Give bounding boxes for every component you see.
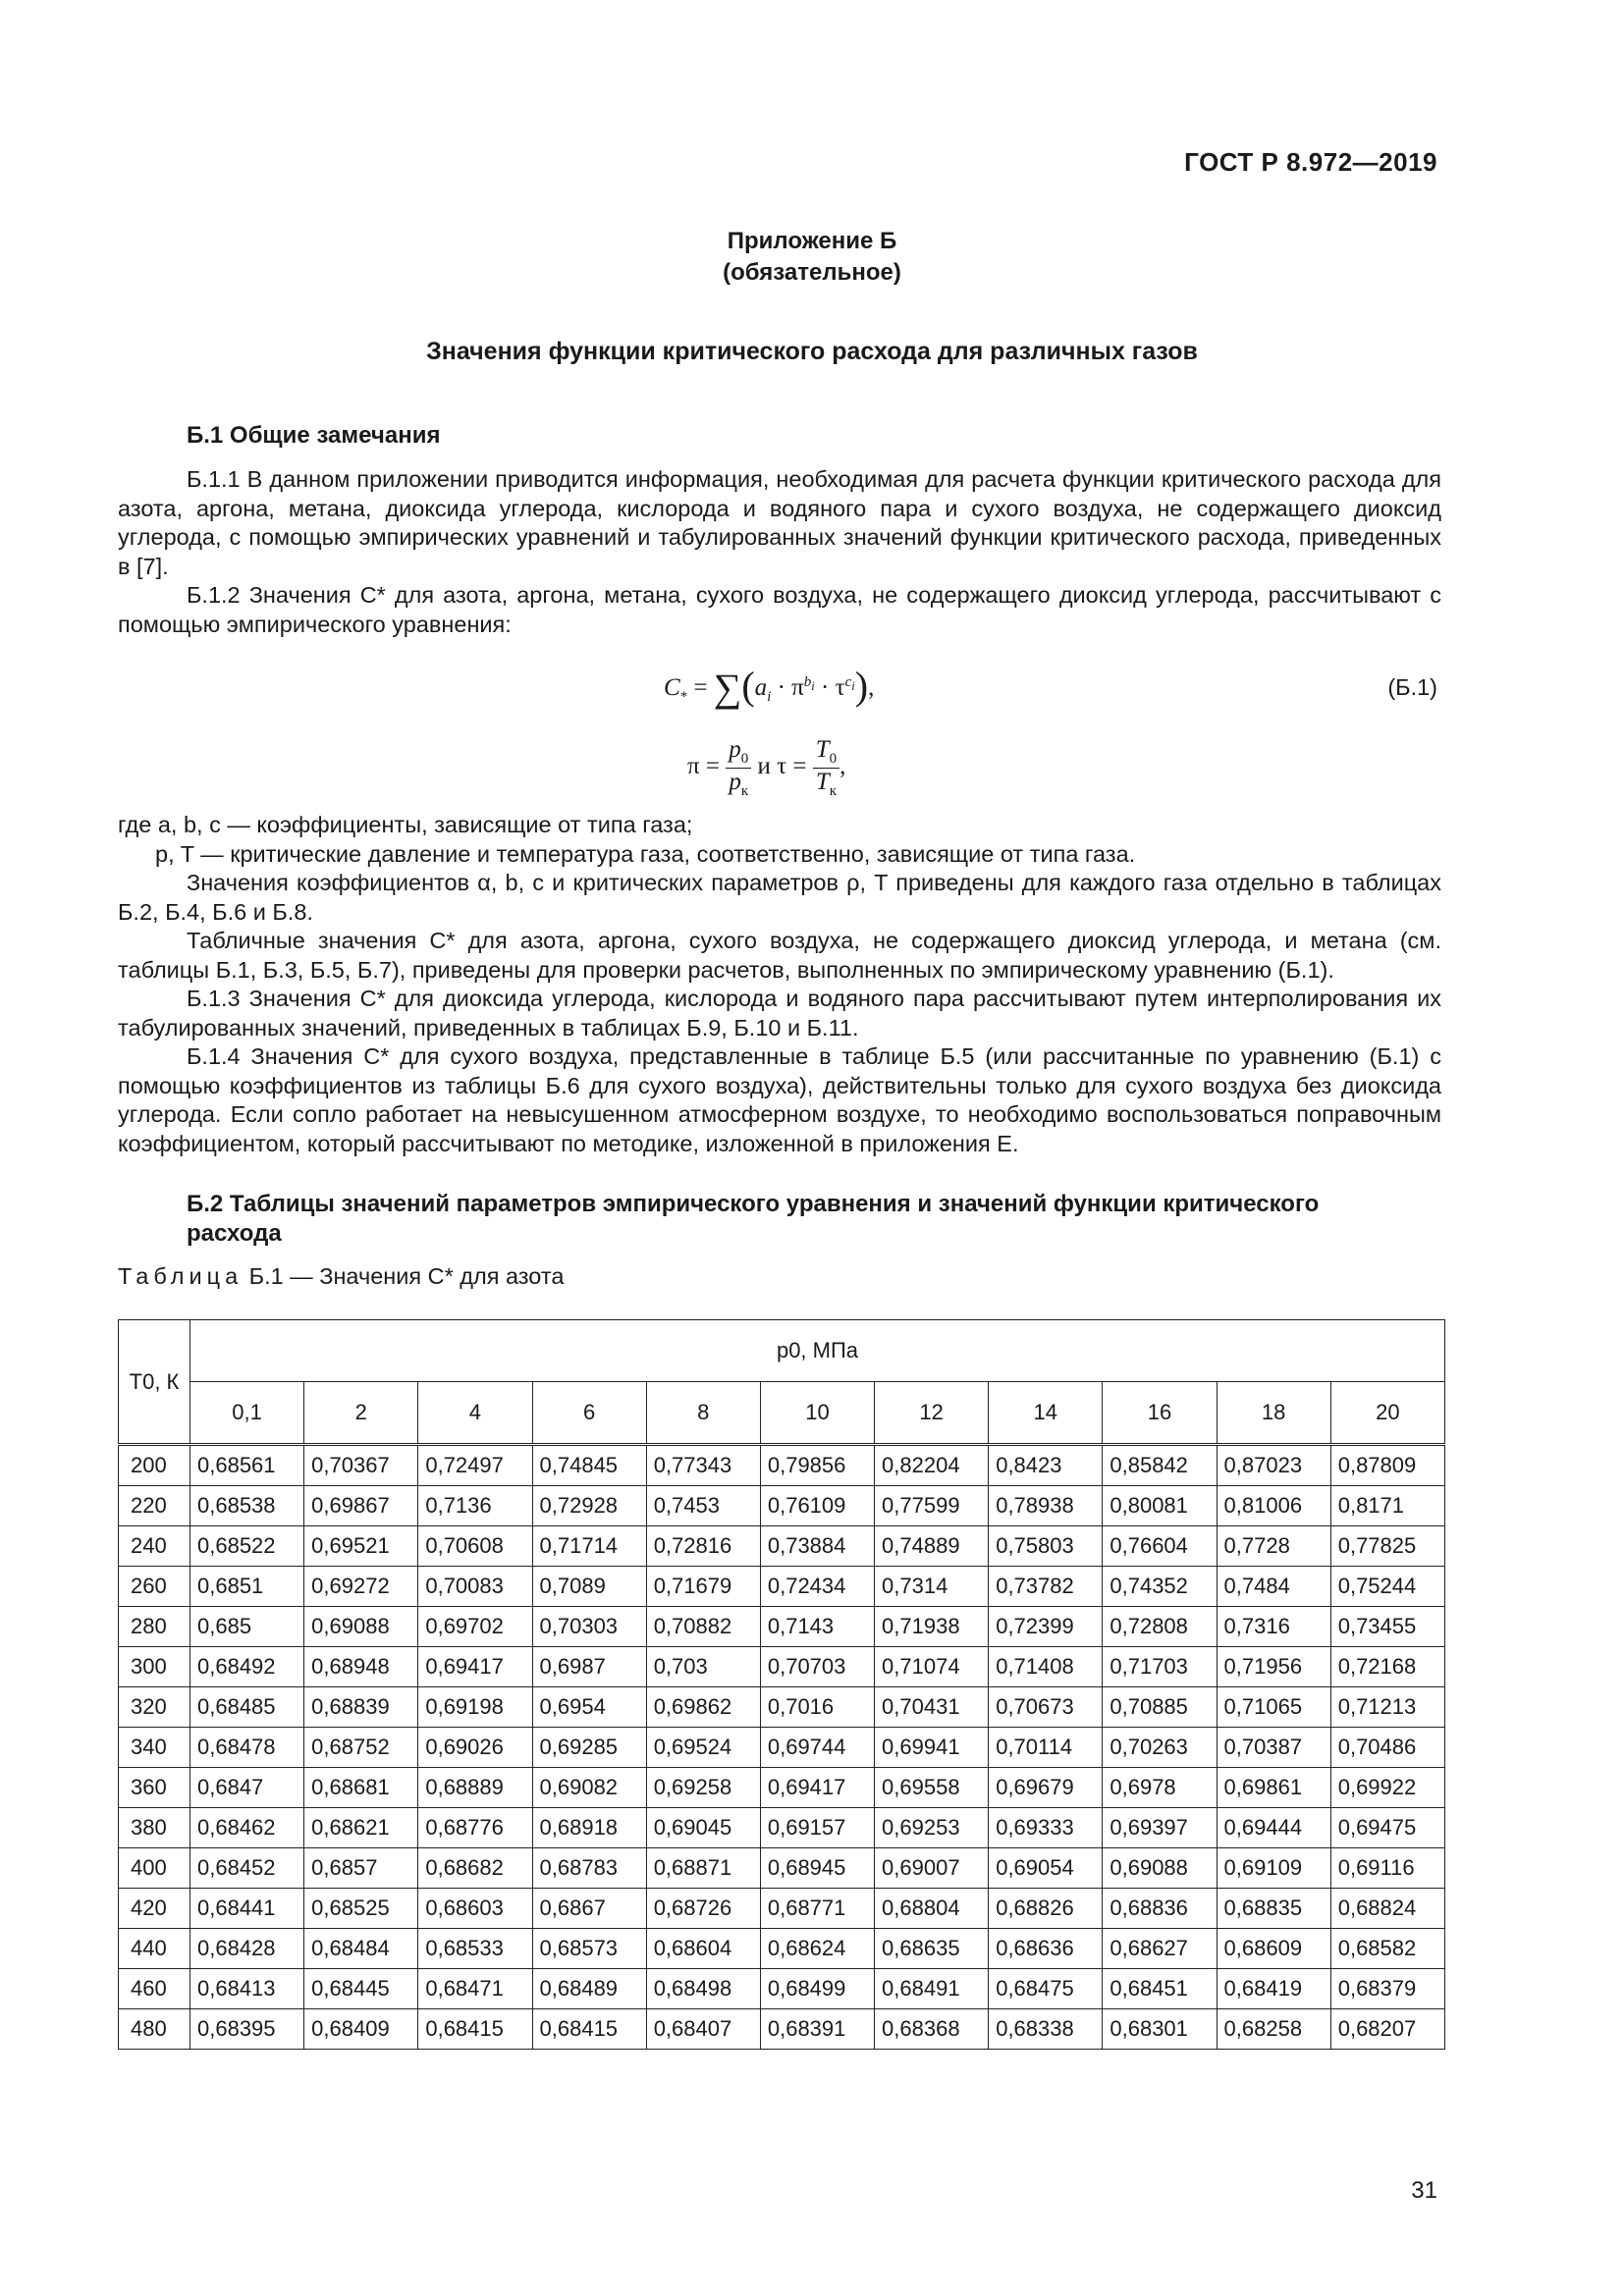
cell-value: 0,70387 [1217,1728,1330,1768]
column-header: 4 [418,1382,532,1445]
column-headers [119,1382,1445,1445]
cell-value: 0,69702 [418,1607,532,1647]
cell-value: 0,76109 [760,1486,874,1526]
cell-value: 0,78938 [989,1486,1103,1526]
cell-value: 0,703 [646,1647,760,1687]
cell-value: 0,68478 [190,1728,304,1768]
cell-value: 0,68441 [190,1889,304,1929]
cell-temperature: 400 [119,1848,190,1889]
cell-value: 0,68413 [190,1969,304,2009]
cell-value: 0,71956 [1217,1647,1330,1687]
cell-value: 0,69258 [646,1768,760,1808]
section-1-heading: Б.1 Общие замечания [187,422,441,449]
cell-value: 0,68419 [1217,1969,1330,2009]
cell-value: 0,69444 [1217,1808,1330,1848]
column-header: 16 [1103,1382,1217,1445]
data-table-b1 [118,1319,1445,2050]
cell-value: 0,69285 [532,1728,646,1768]
cell-value: 0,74352 [1103,1567,1217,1607]
section-1-body [118,869,1441,1158]
cell-value: 0,68771 [760,1889,874,1929]
cell-value: 0,72816 [646,1526,760,1567]
cell-value: 0,68498 [646,1969,760,2009]
cell-value: 0,74845 [532,1445,646,1486]
cell-value: 0,82204 [875,1445,989,1486]
cell-value: 0,68682 [418,1848,532,1889]
cell-value: 0,68889 [418,1768,532,1808]
cell-value: 0,72168 [1330,1647,1444,1687]
cell-value: 0,68533 [418,1929,532,1969]
cell-value: 0,68409 [304,2009,418,2050]
cell-value: 0,69026 [418,1728,532,1768]
cell-value: 0,6978 [1103,1768,1217,1808]
cell-value: 0,69679 [989,1768,1103,1808]
cell-value: 0,72399 [989,1607,1103,1647]
cell-value: 0,68499 [760,1969,874,2009]
cell-value: 0,6867 [532,1889,646,1929]
table-row [119,1808,1445,1848]
cell-value: 0,6847 [190,1768,304,1808]
main-title: Значения функции критического расхода для различных газов [426,338,1198,365]
cell-value: 0,72928 [532,1486,646,1526]
cell-value: 0,68603 [418,1889,532,1929]
cell-value: 0,73455 [1330,1607,1444,1647]
cell-value: 0,74889 [875,1526,989,1567]
cell-temperature: 240 [119,1526,190,1567]
row-header-t0: T0, К [119,1320,190,1445]
cell-value: 0,68836 [1103,1889,1217,1929]
cell-value: 0,68522 [190,1526,304,1567]
cell-temperature: 460 [119,1969,190,2009]
cell-value: 0,68776 [418,1808,532,1848]
cell-value: 0,72434 [760,1567,874,1607]
cell-temperature: 360 [119,1768,190,1808]
cell-value: 0,68301 [1103,2009,1217,2050]
cell-value: 0,68918 [532,1808,646,1848]
cell-temperature: 480 [119,2009,190,2050]
cell-value: 0,68338 [989,2009,1103,2050]
cell-value: 0,69867 [304,1486,418,1526]
cell-value: 0,71408 [989,1647,1103,1687]
cell-value: 0,68391 [760,2009,874,2050]
cell-value: 0,70303 [532,1607,646,1647]
cell-value: 0,70703 [760,1647,874,1687]
standard-code: ГОСТ Р 8.972—2019 [1184,147,1437,177]
cell-temperature: 260 [119,1567,190,1607]
cell-value: 0,68824 [1330,1889,1444,1929]
table-row [119,1647,1445,1687]
column-header: 14 [989,1382,1103,1445]
cell-value: 0,69862 [646,1687,760,1728]
cell-value: 0,68452 [190,1848,304,1889]
column-header: 8 [646,1382,760,1445]
cell-value: 0,70263 [1103,1728,1217,1768]
table-row [119,1768,1445,1808]
cell-value: 0,68379 [1330,1969,1444,2009]
cell-value: 0,7136 [418,1486,532,1526]
cell-temperature: 320 [119,1687,190,1728]
cell-value: 0,68635 [875,1929,989,1969]
page-number: 31 [1411,2177,1437,2204]
table-caption [118,1263,564,1290]
cell-value: 0,68624 [760,1929,874,1969]
cell-value: 0,68525 [304,1889,418,1929]
cell-value: 0,6987 [532,1647,646,1687]
cell-value: 0,68538 [190,1486,304,1526]
cell-value: 0,71074 [875,1647,989,1687]
cell-value: 0,68445 [304,1969,418,2009]
cell-value: 0,76604 [1103,1526,1217,1567]
cell-value: 0,69333 [989,1808,1103,1848]
cell-value: 0,68627 [1103,1929,1217,1969]
cell-value: 0,70885 [1103,1687,1217,1728]
cell-value: 0,69253 [875,1808,989,1848]
cell-value: 0,68485 [190,1687,304,1728]
cell-value: 0,68726 [646,1889,760,1929]
cell-value: 0,68839 [304,1687,418,1728]
cell-temperature: 300 [119,1647,190,1687]
cell-value: 0,75244 [1330,1567,1444,1607]
column-header: 18 [1217,1382,1330,1445]
cell-value: 0,68621 [304,1808,418,1848]
equation-b1: $C_* = \sum(a_i \cdot \pi^{b_i} \cdot \tau^{c_i})$, [664,664,875,710]
cell-temperature: 440 [119,1929,190,1969]
where-block [118,811,1441,869]
cell-value: 0,68604 [646,1929,760,1969]
cell-value: 0,69157 [760,1808,874,1848]
paragraph-b13: Б.1.3 Значения C* для диоксида углерода, кислорода и водяного пара рассчитывают путем интерполирования их табулированных значений, приведенных в таблицах Б.9, Б.10 и Б.11. [118,986,1441,1041]
table-row [119,1969,1445,2009]
cell-value: 0,69045 [646,1808,760,1848]
cell-value: 0,79856 [760,1445,874,1486]
cell-temperature: 200 [119,1445,190,1486]
cell-value: 0,68582 [1330,1929,1444,1969]
table-row [119,1889,1445,1929]
cell-value: 0,68752 [304,1728,418,1768]
cell-value: 0,69007 [875,1848,989,1889]
cell-value: 0,68609 [1217,1929,1330,1969]
table-row [119,1929,1445,1969]
cell-value: 0,81006 [1217,1486,1330,1526]
cell-value: 0,70608 [418,1526,532,1567]
cell-value: 0,8171 [1330,1486,1444,1526]
paragraph-tabular: Табличные значения C* для азота, аргона, сухого воздуха, не содержащего диоксид углерода, и метана (см. таблицы Б.1, Б.3, Б.5, Б.7), приведены для проверки расчетов, выполненных по эмпирическому уравнению (Б.1). [118,928,1441,983]
table-row [119,1445,1445,1486]
equation-definitions: π = $\frac{p_0}{p_к}$ и τ = $\frac{T_0}{T_к}$ , [687,736,846,799]
cell-value: 0,70083 [418,1567,532,1607]
cell-value: 0,73782 [989,1567,1103,1607]
cell-value: 0,68826 [989,1889,1103,1929]
table-row [119,2009,1445,2050]
cell-temperature: 380 [119,1808,190,1848]
cell-value: 0,72808 [1103,1607,1217,1647]
cell-value: 0,72497 [418,1445,532,1486]
cell-value: 0,68258 [1217,2009,1330,2050]
cell-value: 0,68561 [190,1445,304,1486]
cell-value: 0,69558 [875,1768,989,1808]
cell-value: 0,68573 [532,1929,646,1969]
cell-value: 0,71065 [1217,1687,1330,1728]
cell-value: 0,68207 [1330,2009,1444,2050]
cell-value: 0,69417 [760,1768,874,1808]
cell-value: 0,69272 [304,1567,418,1607]
cell-value: 0,68475 [989,1969,1103,2009]
cell-value: 0,68783 [532,1848,646,1889]
section-2-heading: Б.2 Таблицы значений параметров эмпирического уравнения и значений функции критического расхода [187,1191,1320,1247]
column-header: 0,1 [190,1382,304,1445]
cell-value: 0,69475 [1330,1808,1444,1848]
cell-value: 0,71679 [646,1567,760,1607]
cell-value: 0,70114 [989,1728,1103,1768]
cell-value: 0,70673 [989,1687,1103,1728]
cell-value: 0,685 [190,1607,304,1647]
cell-value: 0,80081 [1103,1486,1217,1526]
appendix-title: Приложение Б [727,228,897,254]
cell-value: 0,69116 [1330,1848,1444,1889]
cell-value: 0,7016 [760,1687,874,1728]
section-1-intro [118,465,1441,639]
cell-value: 0,69397 [1103,1808,1217,1848]
cell-value: 0,68492 [190,1647,304,1687]
cell-value: 0,68395 [190,2009,304,2050]
cell-value: 0,7314 [875,1567,989,1607]
table-row [119,1607,1445,1647]
cell-value: 0,69198 [418,1687,532,1728]
cell-value: 0,68407 [646,2009,760,2050]
cell-temperature: 420 [119,1889,190,1929]
cell-value: 0,75803 [989,1526,1103,1567]
column-header: 20 [1330,1382,1444,1445]
column-group-header-p0: p0, МПа [190,1320,1445,1382]
cell-value: 0,6954 [532,1687,646,1728]
cell-value: 0,68428 [190,1929,304,1969]
where-line-coefficients: где a, b, c — коэффициенты, зависящие от типа газа; [118,812,693,837]
column-header: 2 [304,1382,418,1445]
cell-value: 0,68462 [190,1808,304,1848]
cell-value: 0,71714 [532,1526,646,1567]
cell-value: 0,68451 [1103,1969,1217,2009]
table-row [119,1486,1445,1526]
cell-value: 0,6851 [190,1567,304,1607]
table-row [119,1687,1445,1728]
table-row [119,1848,1445,1889]
cell-value: 0,77343 [646,1445,760,1486]
cell-value: 0,69088 [1103,1848,1217,1889]
table-row [119,1567,1445,1607]
table-caption-prefix: Таблица [118,1263,244,1289]
cell-value: 0,69054 [989,1848,1103,1889]
cell-value: 0,69861 [1217,1768,1330,1808]
cell-value: 0,70367 [304,1445,418,1486]
cell-value: 0,87023 [1217,1445,1330,1486]
cell-value: 0,70486 [1330,1728,1444,1768]
column-header: 6 [532,1382,646,1445]
column-header: 12 [875,1382,989,1445]
cell-value: 0,69922 [1330,1768,1444,1808]
cell-value: 0,7316 [1217,1607,1330,1647]
cell-value: 0,69941 [875,1728,989,1768]
cell-value: 0,69109 [1217,1848,1330,1889]
cell-value: 0,73884 [760,1526,874,1567]
cell-value: 0,71938 [875,1607,989,1647]
cell-temperature: 340 [119,1728,190,1768]
cell-value: 0,69417 [418,1647,532,1687]
cell-temperature: 280 [119,1607,190,1647]
column-header: 10 [760,1382,874,1445]
cell-value: 0,8423 [989,1445,1103,1486]
cell-value: 0,77599 [875,1486,989,1526]
cell-value: 0,69744 [760,1728,874,1768]
cell-value: 0,7143 [760,1607,874,1647]
paragraph-b14: Б.1.4 Значения C* для сухого воздуха, представленные в таблице Б.5 (или рассчитанные по уравнению (Б.1) с помощью коэффициентов из таблицы Б.6 для сухого воздуха), действительны только для сухого воздуха без диоксида углерода. Если сопло работает на невысушенном атмосферном воздухе, то необходимо воспользоваться поправочным коэффициентом, который рассчитывают по методике, изложенной в приложения Е. [118,1043,1441,1156]
cell-value: 0,7484 [1217,1567,1330,1607]
paragraph-b11: Б.1.1 В данном приложении приводится информация, необходимая для расчета функции критического расхода для азота, аргона, метана, диоксида углерода, кислорода и водяного пара и сухого воздуха, не содержащего диоксид углерода, с помощью эмпирических уравнений и табулированных значений функции критического расхода, приведенных в [7]. [118,466,1441,579]
cell-value: 0,77825 [1330,1526,1444,1567]
paragraph-coefficients: Значения коэффициентов α, b, c и критических параметров ρ, T приведены для каждого газа отдельно в таблицах Б.2, Б.4, Б.6 и Б.8. [118,870,1441,925]
cell-value: 0,70882 [646,1607,760,1647]
cell-value: 0,68835 [1217,1889,1330,1929]
cell-value: 0,7453 [646,1486,760,1526]
cell-value: 0,68804 [875,1889,989,1929]
table-row [119,1526,1445,1567]
cell-value: 0,87809 [1330,1445,1444,1486]
cell-value: 0,68945 [760,1848,874,1889]
table-body [119,1445,1445,2050]
cell-value: 0,68415 [532,2009,646,2050]
table-caption-text: Б.1 — Значения C* для азота [243,1263,565,1289]
cell-value: 0,68368 [875,2009,989,2050]
cell-value: 0,7728 [1217,1526,1330,1567]
equation-number: (Б.1) [1387,674,1437,700]
appendix-subtitle: (обязательное) [723,259,901,286]
cell-value: 0,85842 [1103,1445,1217,1486]
table-row [119,1728,1445,1768]
cell-value: 0,71703 [1103,1647,1217,1687]
cell-temperature: 220 [119,1486,190,1526]
cell-value: 0,68415 [418,2009,532,2050]
cell-value: 0,69524 [646,1728,760,1768]
cell-value: 0,70431 [875,1687,989,1728]
where-line-critical: p, T — критические давление и температура газа, соответственно, зависящие от типа газа. [155,840,1136,867]
cell-value: 0,68471 [418,1969,532,2009]
cell-value: 0,68489 [532,1969,646,2009]
cell-value: 0,69082 [532,1768,646,1808]
cell-value: 0,71213 [1330,1687,1444,1728]
cell-value: 0,7089 [532,1567,646,1607]
cell-value: 0,68636 [989,1929,1103,1969]
cell-value: 0,68484 [304,1929,418,1969]
cell-value: 0,68491 [875,1969,989,2009]
paragraph-b12: Б.1.2 Значения C* для азота, аргона, метана, сухого воздуха, не содержащего диоксид углерода, рассчитывают с помощью эмпирического уравнения: [118,582,1441,637]
cell-value: 0,68681 [304,1768,418,1808]
cell-value: 0,68948 [304,1647,418,1687]
cell-value: 0,68871 [646,1848,760,1889]
cell-value: 0,69088 [304,1607,418,1647]
cell-value: 0,6857 [304,1848,418,1889]
cell-value: 0,69521 [304,1526,418,1567]
